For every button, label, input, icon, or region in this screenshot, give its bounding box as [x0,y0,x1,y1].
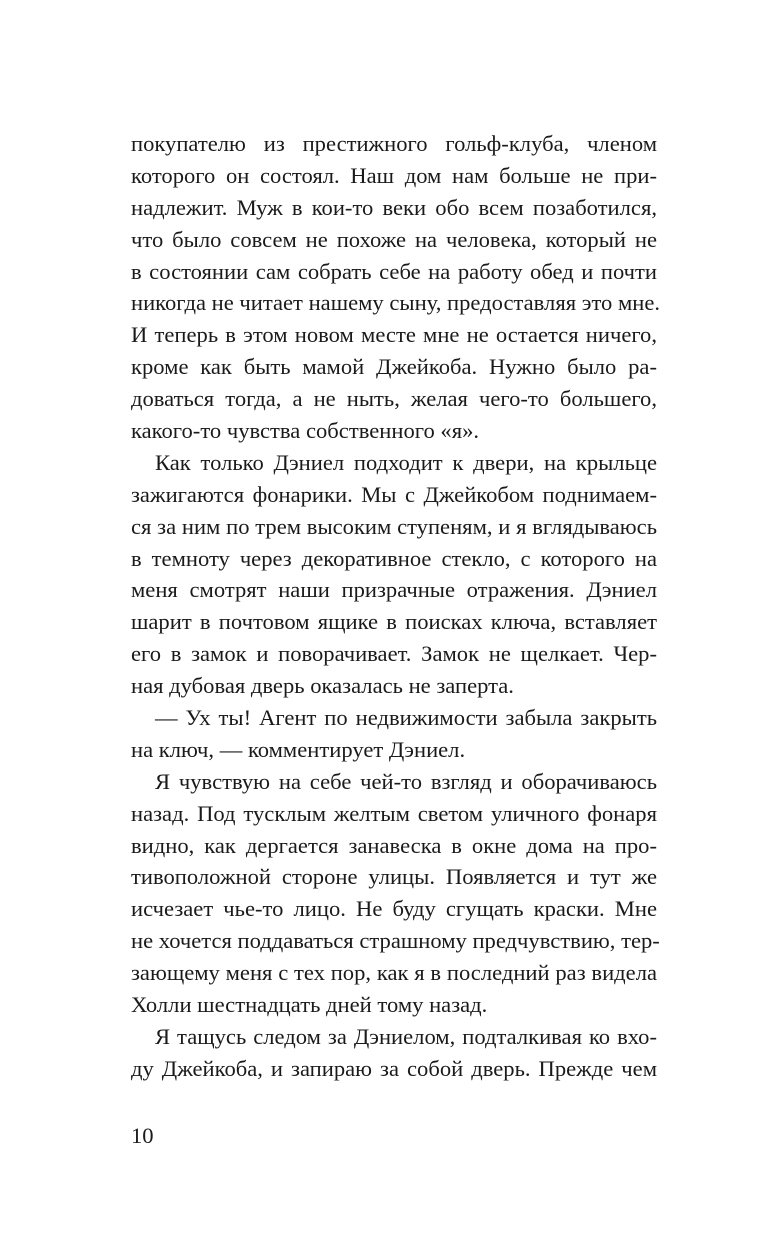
text-line: Я чувствую на себе чей-то взгляд и оборачиваюсь [155,768,657,794]
text-line: ная дубовая дверь оказалась не заперта. [131,673,514,699]
page-number: 10 [131,1123,154,1148]
text-line: меня смотрят наши призрачные отражения. Дэниел [131,577,657,603]
text-line: И теперь в этом новом месте мне не остается ничего, [131,322,657,348]
text-line: какого-то чувства собственного «я». [131,418,480,444]
text-line: тивоположной стороне улицы. Появляется и тут же [131,864,657,890]
text-line: Как только Дэниел подходит к двери, на крыльце [155,449,657,475]
text-line: кроме как быть мамой Джейкоба. Нужно было ра- [131,354,657,380]
body-text [131,128,661,1085]
text-line: ду Джейкоба, и запираю за собой дверь. Прежде чем [131,1055,657,1081]
text-line: шарит в почтовом ящике в поисках ключа, вставляет [131,609,657,635]
text-line: покупателю из престижного гольф-клуба, членом [131,131,657,156]
text-line: исчезает чье-то лицо. Не буду сгущать краски. Мне [131,896,657,922]
text-line: зающему меня с тех пор, как я в последний раз видела [131,960,657,986]
text-line: его в замок и поворачивает. Замок не щелкает. Чер- [131,641,657,667]
text-line: назад. Под тусклым желтым светом уличного фонаря [131,800,657,826]
text-line: Я тащусь следом за Дэниелом, подталкивая ко вхо- [155,1023,657,1049]
text-line: не хочется поддаваться страшному предчувствию, тер- [131,928,660,954]
text-line: ся за ним по трем высоким ступеням, и я вглядываюсь [131,513,657,539]
text-line: видно, как дергается занавеска в окне дома на про- [131,832,657,858]
text-line: в темноту через декоративное стекло, с которого на [131,545,657,571]
text-line: в состоянии сам собрать себе на работу обед и почти [131,258,657,284]
text-line: зажигаются фонарики. Мы с Джейкобом поднимаем- [131,481,657,507]
text-line: доваться тогда, а не ныть, желая чего-то большего, [131,386,657,412]
text-line: что было совсем не похоже на человека, который не [131,226,657,252]
text-line: надлежит. Муж в кои-то веки обо всем позаботился, [131,194,657,220]
text-line: — Ух ты! Агент по недвижимости забыла закрыть [155,705,657,731]
text-line: Холли шестнадцать дней тому назад. [131,992,488,1018]
text-line: которого он состоял. Наш дом нам больше не при- [131,162,657,188]
text-line: на ключ, — комментирует Дэниел. [131,736,466,762]
text-line: никогда не читает нашему сыну, предоставляя это мне. [131,290,661,316]
